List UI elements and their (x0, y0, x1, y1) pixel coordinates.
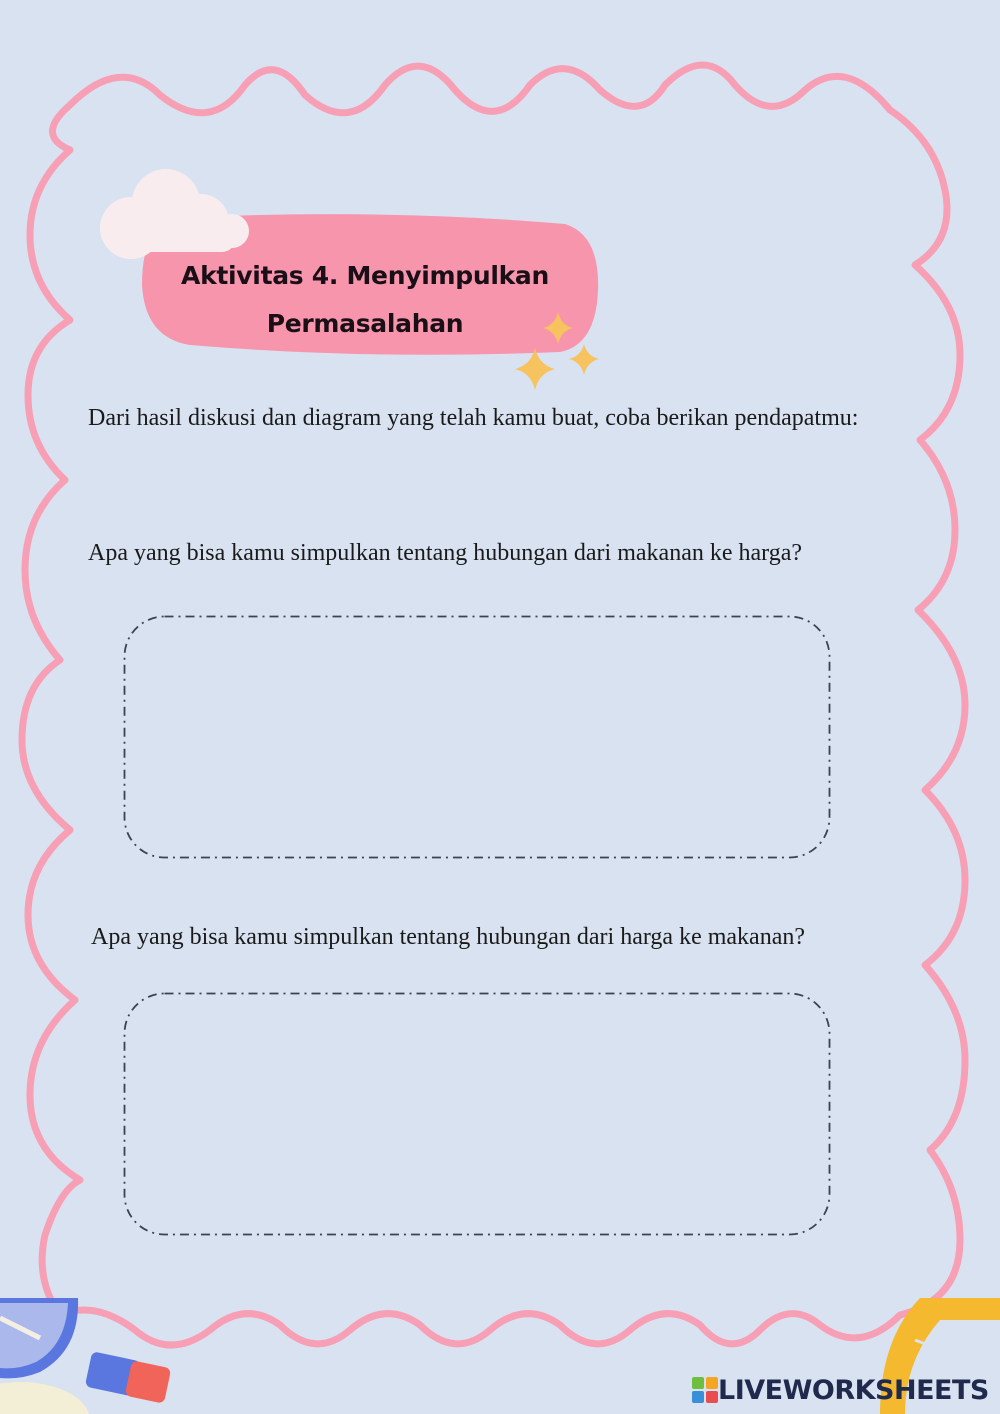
question-1: Apa yang bisa kamu simpulkan tentang hubungan dari makanan ke harga? (88, 540, 803, 566)
answer-box-2[interactable] (123, 992, 831, 1236)
ruler-icon (0, 1298, 78, 1378)
answer-box-2-border (123, 992, 831, 1236)
question-2: Apa yang bisa kamu simpulkan tentang hubungan dari harga ke makanan? (91, 924, 806, 950)
activity-title (150, 252, 580, 348)
liveworksheets-brand[interactable] (692, 1374, 989, 1406)
title-line-2: Permasalahan (266, 309, 464, 338)
intro-paragraph: Dari hasil diskusi dan diagram yang telah kamu buat, coba berikan pendapatmu: (88, 405, 859, 431)
cloud-icon (100, 169, 249, 259)
liveworksheets-logo-icon (692, 1377, 718, 1403)
eraser-icon (85, 1351, 172, 1404)
brand-name: LIVEWORKSHEETS (718, 1374, 989, 1406)
title-line-1: Aktivitas 4. Menyimpulkan (181, 261, 549, 290)
answer-box-1[interactable] (123, 615, 831, 859)
answer-box-1-border (123, 615, 831, 859)
crescent-shape (0, 1382, 90, 1414)
